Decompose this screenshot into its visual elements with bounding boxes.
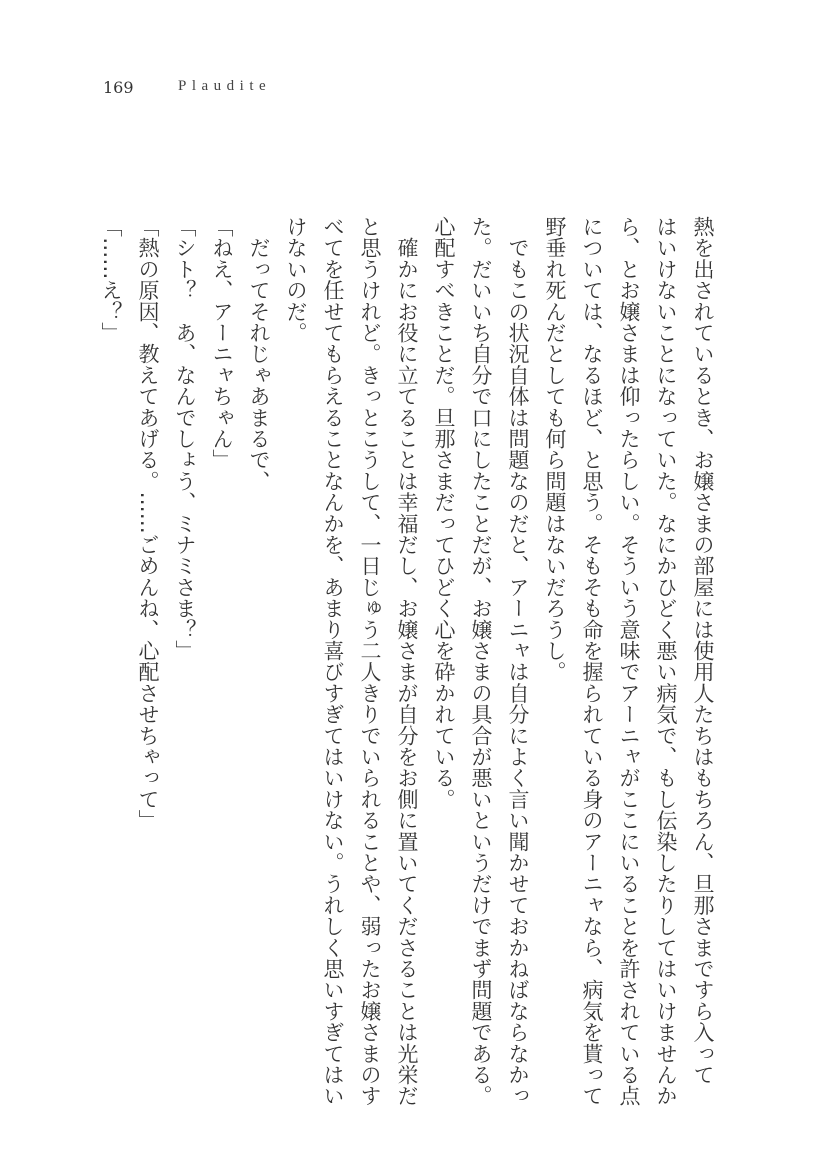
- text-line: 心配すべきことだ。旦那さまだってひどく心を砕かれている。: [432, 216, 456, 810]
- text-line: た。だいいち自分で口にしたことだが、お嬢さまの具合が悪いというだけでまず問題である。: [469, 216, 493, 1107]
- text-line: 熱を出されているとき、お嬢さまの部屋には使用人たちはもちろん、旦那さまですら入って: [691, 216, 715, 1086]
- dialogue-line: 「シト？ あ、なんでしょう、ミナミさま？」: [173, 216, 197, 662]
- text-line: ら、とお嬢さまは仰ったらしい。そういう意味でアーニャがここにいることを許されている点: [617, 216, 641, 1107]
- text-line: 確かにお役に立てることは幸福だし、お嬢さまが自分をお側に置いてくださることは光栄だ: [395, 216, 419, 1107]
- dialogue-line: 「熱の原因、教えてあげる。……ごめんね、心配させちゃって」: [136, 216, 160, 831]
- page-number: 169: [103, 78, 134, 97]
- text-line: けないのだ。: [284, 216, 308, 344]
- text-line: については、なるほど、と思う。そもそも命を握られている身のアーニャなら、病気を貰って: [580, 216, 604, 1107]
- text-line: でもこの状況自体は問題なのだと、アーニャは自分によく言い聞かせておかねばならなかっ: [506, 216, 530, 1107]
- vertical-body-text: [92, 216, 721, 1106]
- text-line: 野垂れ死んだとしても何ら問題はないだろうし。: [543, 216, 567, 683]
- text-line: はいけないことになっていた。なにかひどく悪い病気で、もし伝染したりしてはいけませんか: [654, 216, 678, 1107]
- text-line: べてを任せてもらえることなんかを、あまり喜びすぎてはいけない。うれしく思いすぎてはい: [321, 216, 345, 1107]
- text-line: と思うけれど。きっとこうして、一日じゅう二人きりでいられることや、弱ったお嬢さまのす: [358, 216, 382, 1107]
- dialogue-line: 「……え？」: [99, 216, 123, 344]
- running-title: Plaudite: [178, 78, 272, 94]
- text-line: だってそれじゃあまるで、: [247, 216, 271, 492]
- dialogue-line: 「ねえ、アーニャちゃん」: [210, 216, 234, 471]
